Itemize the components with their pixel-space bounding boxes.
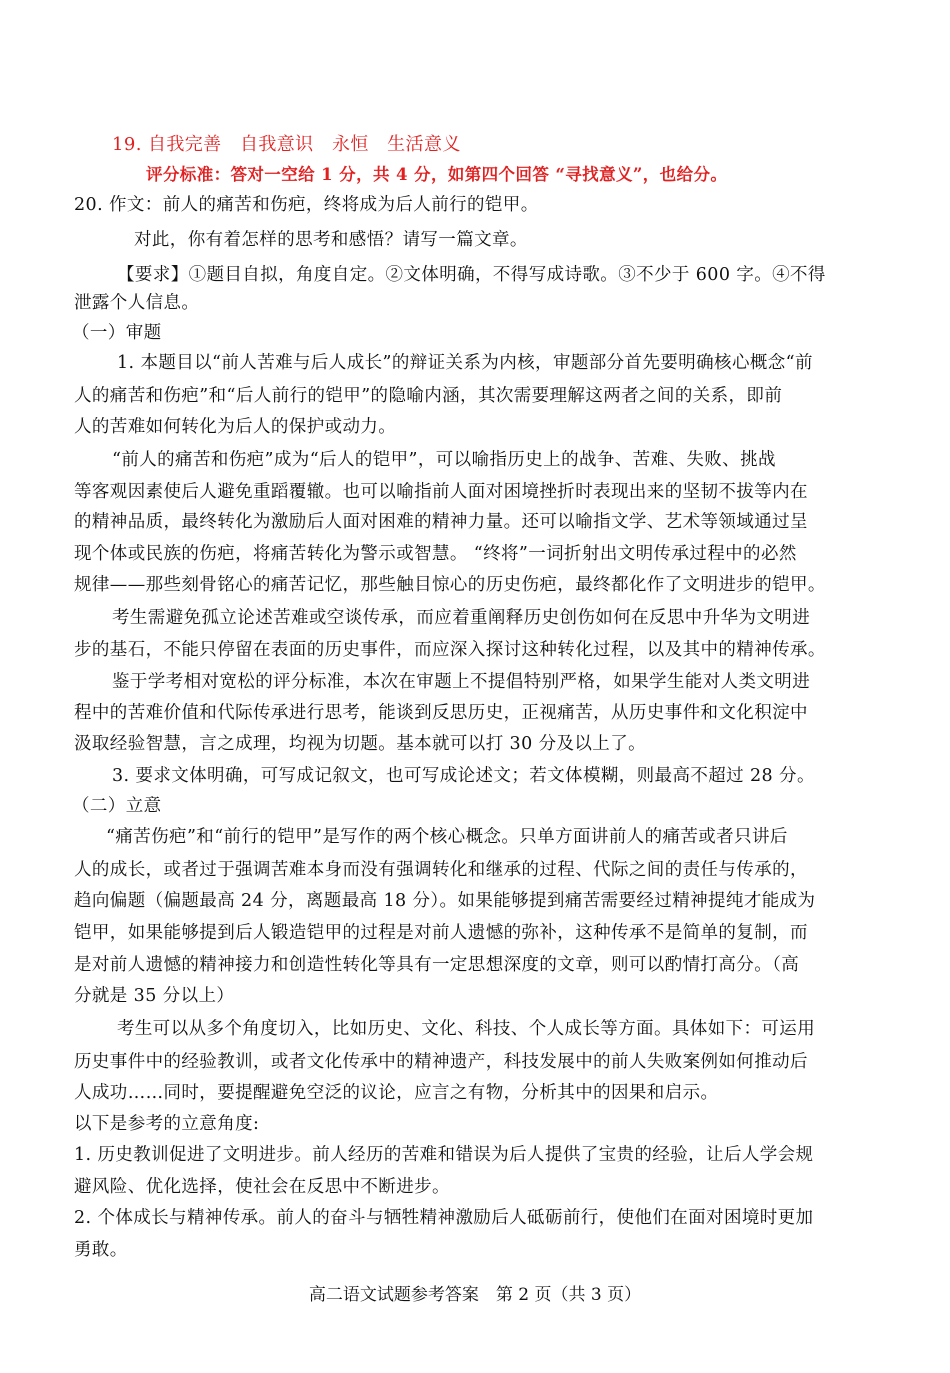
q19-scoring-standard: 评分标准：答对一空给 1 分，共 4 分，如第四个回答 “寻找意义”，也给分。	[146, 165, 728, 184]
section2-p2-line-1: 考生可以从多个角度切入，比如历史、文化、科技、个人成长等方面。具体如下：可运用	[117, 1019, 816, 1039]
section1-p2-line-1: “前人的痛苦和伤疤”成为“后人的铠甲”，可以喻指历史上的战争、苦难、失败、挑战	[112, 450, 776, 470]
section2-p1-line-6: 分就是 35 分以上）	[74, 986, 235, 1006]
section1-p2-line-4: 现个体或民族的伤疤，将痛苦转化为警示或智慧。 “终将”一词折射出文明传承过程中的必然	[74, 544, 797, 564]
section2-p2-line-2: 历史事件中的经验教训，或者文化传承中的精神遗产，科技发展中的前人失败案例如何推动后	[74, 1052, 808, 1072]
section2-p1-line-2: 人的成长，或者过于强调苦难本身而没有强调转化和继承的过程、代际之间的责任与传承的，	[74, 860, 808, 880]
section1-p4-line-3: 汲取经验智慧，言之成理，均视为切题。基本就可以打 30 分及以上了。	[74, 734, 646, 754]
section1-p3-line-2: 步的基石，不能只停留在表面的历史事件，而应深入探讨这种转化过程，以及其中的精神传承。	[74, 640, 826, 660]
section1-p4-line-1: 鉴于学考相对宽松的评分标准，本次在审题上不提倡特别严格，如果学生能对人类文明进	[112, 672, 811, 692]
section2-p1-line-3: 趋向偏题（偏题最高 24 分，离题最高 18 分）。如果能够提到痛苦需要经过精神提纯才能成为	[74, 891, 816, 911]
page-footer: 高二语文试题参考答案 第 2 页（共 3 页）	[308, 1285, 642, 1305]
section1-p2-line-5: 规律——那些刻骨铭心的痛苦记忆，那些触目惊心的历史伤疤，最终都化作了文明进步的铠甲。	[74, 575, 826, 595]
section1-p1-line-2: 人的痛苦和伤疤”和“后人前行的铠甲”的隐喻内涵，其次需要理解这两者之间的关系，即前	[74, 386, 783, 406]
q20-requirements-line-1: 【要求】①题目自拟，角度自定。②文体明确，不得写成诗歌。③不少于 600 字。④不得	[117, 265, 826, 285]
section1-p1-line-1: 1. 本题目以“前人苦难与后人成长”的辩证关系为内核，审题部分首先要明确核心概念“前	[117, 353, 813, 373]
section2-p1-line-1: “痛苦伤疤”和“前行的铠甲”是写作的两个核心概念。只单方面讲前人的痛苦或者只讲后	[106, 827, 788, 847]
section1-p5: 3. 要求文体明确，可写成记叙文，也可写成论述文；若文体模糊，则最高不超过 28 分。	[112, 766, 815, 786]
q19-answer: 19. 自我完善 自我意识 永恒 生活意义	[112, 134, 461, 155]
section1-p2-line-3: 的精神品质，最终转化为激励后人面对困难的精神力量。还可以喻指文学、艺术等领域通过呈	[74, 512, 808, 532]
section2-angle1-line-1: 1. 历史教训促进了文明进步。前人经历的苦难和错误为后人提供了宝贵的经验，让后人学会规	[74, 1145, 814, 1165]
section2-angle2-line-2: 勇敢。	[74, 1240, 128, 1260]
section2-angle1-line-2: 避风险、优化选择，使社会在反思中不断进步。	[74, 1177, 450, 1197]
section1-p2-line-2: 等客观因素使后人避免重蹈覆辙。也可以喻指前人面对困境挫折时表现出来的坚韧不拔等内在	[74, 482, 808, 502]
q20-prompt: 对此，你有着怎样的思考和感悟？请写一篇文章。	[134, 230, 528, 250]
section1-p4-line-2: 程中的苦难价值和代际传承进行思考，能谈到反思历史，正视痛苦，从历史事件和文化积淀中	[74, 703, 808, 723]
section2-angle2-line-1: 2. 个体成长与精神传承。前人的奋斗与牺牲精神激励后人砥砺前行，使他们在面对困境时更加	[74, 1208, 814, 1228]
section2-p2-line-3: 人成功……同时，要提醒避免空泛的议论，应言之有物，分析其中的因果和启示。	[74, 1083, 719, 1103]
section1-heading: （一）审题	[72, 323, 162, 343]
section1-p1-line-3: 人的苦难如何转化为后人的保护或动力。	[74, 417, 397, 437]
section2-p1-line-4: 铠甲，如果能够提到后人锻造铠甲的过程是对前人遗憾的弥补，这种传承不是简单的复制，而	[74, 923, 808, 943]
q20-title: 20. 作文：前人的痛苦和伤疤，终将成为后人前行的铠甲。	[74, 195, 539, 215]
section2-reference-heading: 以下是参考的立意角度:	[74, 1114, 260, 1134]
section2-p1-line-5: 是对前人遗憾的精神接力和创造性转化等具有一定思想深度的文章，则可以酌情打高分。（高	[74, 955, 800, 975]
section2-heading: （二）立意	[72, 796, 162, 816]
q20-requirements-line-2: 泄露个人信息。	[74, 293, 200, 313]
section1-p3-line-1: 考生需避免孤立论述苦难或空谈传承，而应着重阐释历史创伤如何在反思中升华为文明进	[112, 608, 811, 628]
